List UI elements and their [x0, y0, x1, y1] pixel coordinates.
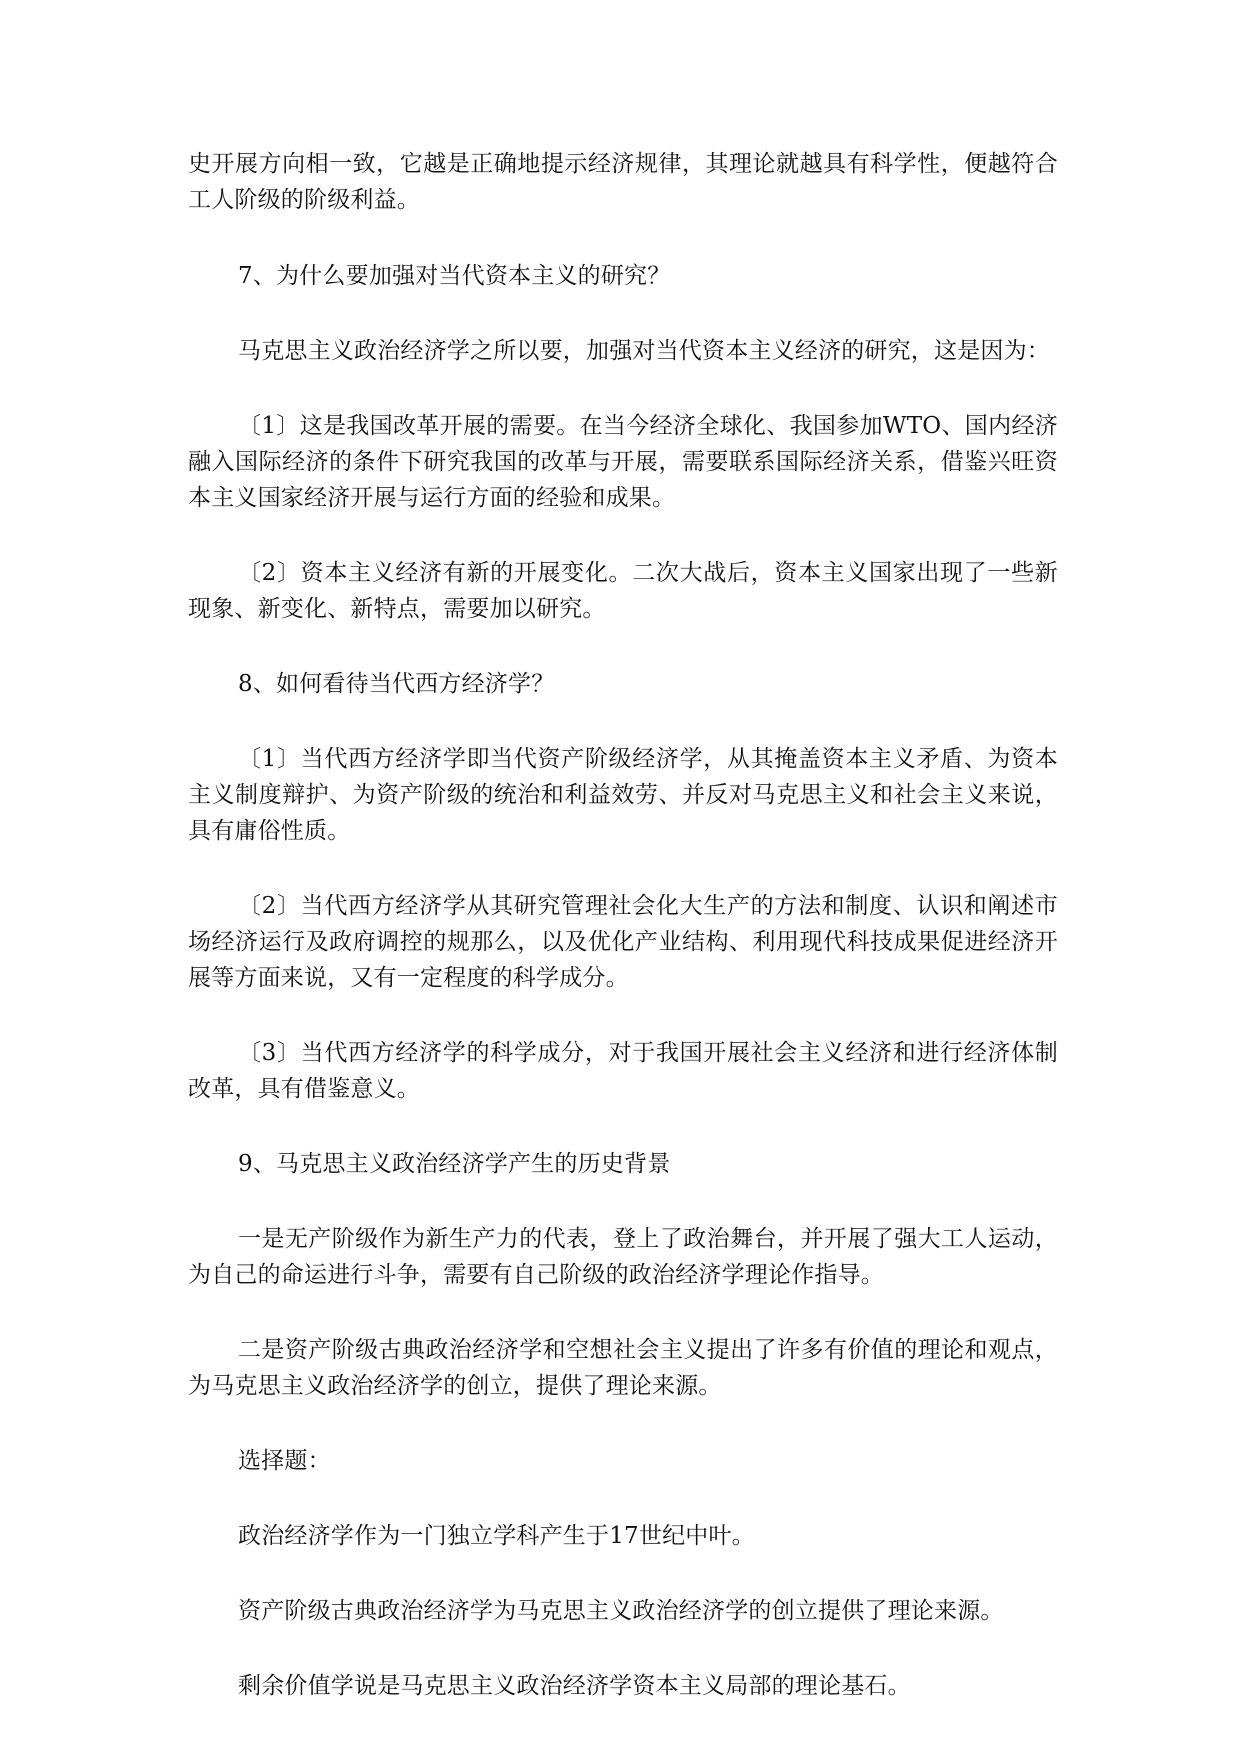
- answer-7-point-2: 〔2〕资本主义经济有新的开展变化。二次大战后，资本主义国家出现了一些新现象、新变化、新特点，需要加以研究。: [188, 560, 1058, 622]
- question-7-heading: 7、为什么要加强对当代资本主义的研究？: [238, 263, 671, 289]
- question-8-heading: 8、如何看待当代西方经济学？: [238, 671, 555, 697]
- answer-7-point-1: 〔1〕这是我国改革开展的需要。在当今经济全球化、我国参加WTO、国内经济融入国际经济的条件下研究我国的改革与开展，需要联系国际经济关系，借鉴兴旺资本主义国家经济开展与运行方面的经验和成果。: [188, 413, 1058, 511]
- answer-7-intro: 马克思主义政治经济学之所以要，加强对当代资本主义经济的研究，这是因为：: [238, 338, 1050, 364]
- answer-8-point-2: 〔2〕当代西方经济学从其研究管理社会化大生产的方法和制度、认识和阐述市场经济运行及政府调控的规那么，以及优化产业结构、利用现代科技成果促进经济开展等方面来说，又有一定程度的科学成分。: [188, 893, 1058, 991]
- section-heading-multiple-choice: 选择题：: [238, 1448, 331, 1474]
- choice-statement-2: 资产阶级古典政治经济学为马克思主义政治经济学的创立提供了理论来源。: [238, 1598, 1004, 1624]
- answer-8-point-3: 〔3〕当代西方经济学的科学成分，对于我国开展社会主义经济和进行经济体制改革，具有借鉴意义。: [188, 1040, 1058, 1102]
- paragraph-continuation: 史开展方向相一致，它越是正确地提示经济规律，其理论就越具有科学性，便越符合工人阶级的阶级利益。: [188, 151, 1058, 213]
- choice-statement-1: 政治经济学作为一门独立学科产生于17世纪中叶。: [238, 1523, 755, 1549]
- answer-9-point-1: 一是无产阶级作为新生产力的代表，登上了政治舞台，并开展了强大工人运动， 为自己的命运进行斗争，需要有自己阶级的政治经济学理论作指导。: [188, 1226, 1058, 1288]
- choice-statement-3: 剩余价值学说是马克思主义政治经济学资本主义局部的理论基石。: [238, 1673, 911, 1699]
- answer-9-point-2: 二是资产阶级古典政治经济学和空想社会主义提出了许多有价值的理论和观点，为马克思主义政治经济学的创立，提供了理论来源。: [188, 1337, 1058, 1399]
- answer-8-point-1: 〔1〕当代西方经济学即当代资产阶级经济学，从其掩盖资本主义矛盾、为资本主义制度辩护、为资产阶级的统治和利益效劳、并反对马克思主义和社会主义来说，具有庸俗性质。: [188, 746, 1058, 844]
- question-9-heading: 9、马克思主义政治经济学产生的历史背景: [238, 1151, 671, 1177]
- document-body: [188, 146, 1058, 1704]
